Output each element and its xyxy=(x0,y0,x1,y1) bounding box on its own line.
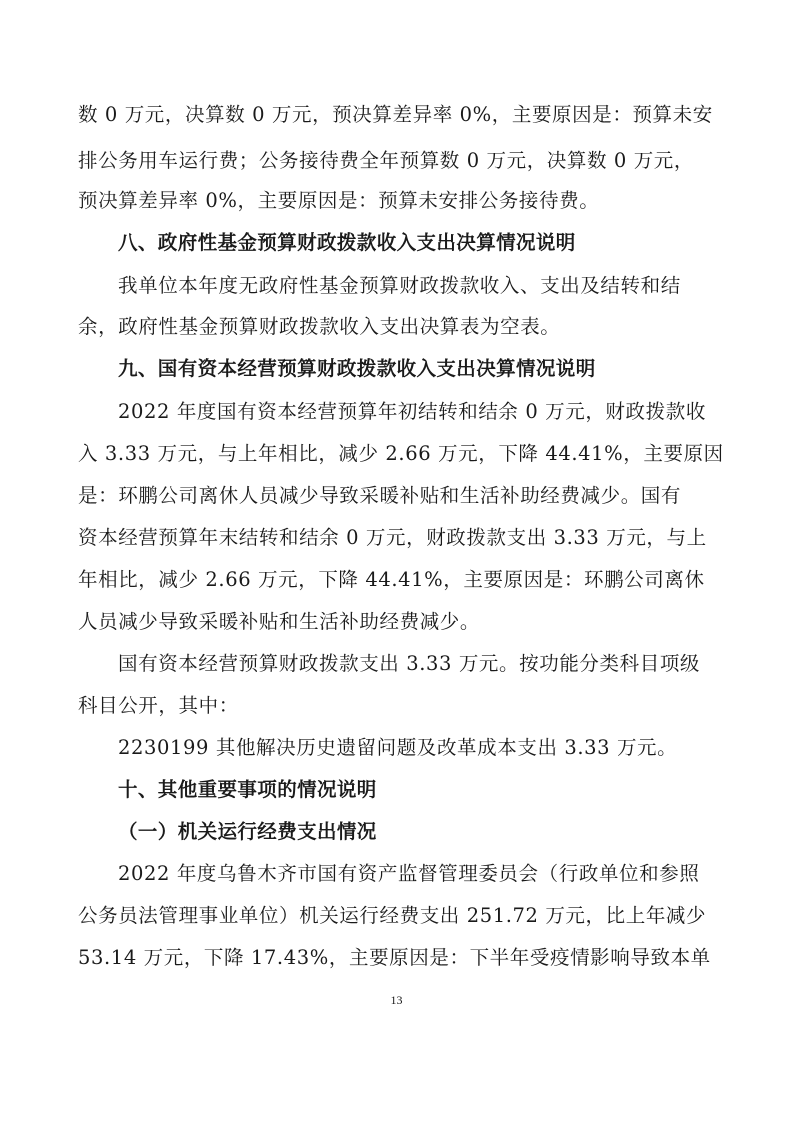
body-text-line: 年相比，减少 2.66 万元，下降 44.41%，主要原因是：环鹏公司离休 xyxy=(78,568,705,591)
body-text-line: 资本经营预算年末结转和结余 0 万元，财政拨款支出 3.33 万元，与上 xyxy=(78,526,707,549)
body-text-line: 国有资本经营预算财政拨款支出 3.33 万元。按功能分类科目项级 xyxy=(118,652,701,675)
page-number: 13 xyxy=(390,993,403,1007)
body-text-line: 53.14 万元，下降 17.43%，主要原因是：下半年受疫情影响导致本单 xyxy=(78,946,711,969)
body-text-line: 预决算差异率 0%，主要原因是：预算未安排公务接待费。 xyxy=(78,189,600,212)
body-text-line: 排公务用车运行费；公务接待费全年预算数 0 万元，决算数 0 万元， xyxy=(78,149,695,172)
section-heading-8: 八、政府性基金预算财政拨款收入支出决算情况说明 xyxy=(118,231,576,254)
body-text-line: 我单位本年度无政府性基金预算财政拨款收入、支出及结转和结 xyxy=(118,274,681,297)
body-text-line: 人员减少导致采暖补贴和生活补助经费减少。 xyxy=(78,610,481,633)
body-text-line: 2022 年度乌鲁木齐市国有资产监督管理委员会（行政单位和参照 xyxy=(118,862,700,885)
section-heading-9: 九、国有资本经营预算财政拨款收入支出决算情况说明 xyxy=(118,357,596,380)
body-text-line: 入 3.33 万元，与上年相比，减少 2.66 万元，下降 44.41%，主要原因 xyxy=(78,442,724,465)
body-text-line: 是：环鹏公司离休人员减少导致采暖补贴和生活补助经费减少。国有 xyxy=(78,484,682,507)
body-text-line: 数 0 万元，决算数 0 万元，预决算差异率 0%，主要原因是：预算未安 xyxy=(78,103,713,126)
section-heading-10: 十、其他重要事项的情况说明 xyxy=(118,778,377,801)
body-text-line: 余，政府性基金预算财政拨款收入支出决算表为空表。 xyxy=(78,315,561,338)
body-text-line: 公务员法管理事业单位）机关运行经费支出 251.72 万元，比上年减少 xyxy=(78,904,707,927)
subsection-heading: （一）机关运行经费支出情况 xyxy=(118,820,377,843)
body-text-line: 2230199 其他解决历史遗留问题及改革成本支出 3.33 万元。 xyxy=(118,736,678,759)
body-text-line: 2022 年度国有资本经营预算年初结转和结余 0 万元，财政拨款收 xyxy=(118,400,706,423)
body-text-line: 科目公开，其中： xyxy=(78,694,239,717)
